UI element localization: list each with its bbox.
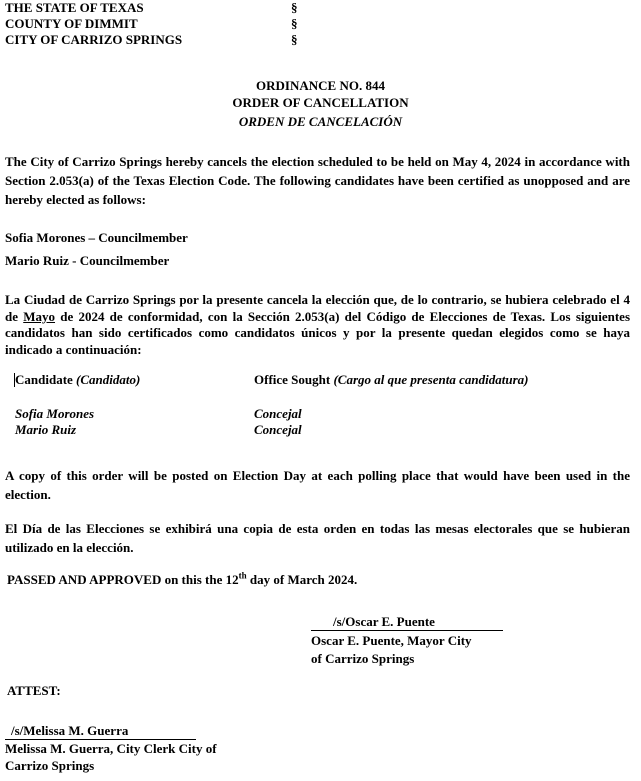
table-row-office: Concejal [254, 406, 302, 421]
mayor-city: of Carrizo Springs [311, 651, 415, 666]
ordinance-number: ORDINANCE NO. 844 [256, 78, 385, 93]
passed-approved [7, 572, 357, 588]
section-symbol-1: § [291, 0, 298, 15]
mayor-signature: /s/Oscar E. Puente [333, 614, 435, 629]
passed-date-text: day of March 2024. [246, 572, 358, 587]
attest-label: ATTEST: [7, 683, 61, 698]
clerk-name-title: Melissa M. Guerra, City Clerk City of [5, 741, 217, 756]
posting-paragraph-en: A copy of this order will be posted on Election Day at each polling place that would have been used in the election. [5, 468, 630, 502]
posting-paragraph-es: El Día de las Elecciones se exhibirá una copia de esta orden en todas las mesas electorales que se hubieran utilizado en la elección. [5, 521, 630, 555]
mayor-name-title: Oscar E. Puente, Mayor City [311, 633, 472, 648]
candidate-line-2: Mario Ruiz - Councilmember [5, 253, 170, 268]
order-title-es: ORDEN DE CANCELACIÓN [238, 114, 403, 129]
intro-es-part2: de 2024 de conformidad, con la Sección 2.053(a) del Código de Elecciones de Texas. Los siguientes candidatos han sido certificados como candidatos únicos y por la presente quedan elegidos como se haya indicado a continuación: [5, 308, 631, 357]
mayor-signature-line [311, 630, 503, 631]
intro-paragraph-en: The City of Carrizo Springs hereby cancels the election scheduled to be held on May 4, 2024 in accordance with Section 2.053(a) of the Texas Election Code. The following candidates have been certified as unopposed and are hereby elected as follows: [5, 154, 630, 207]
order-title: ORDER OF CANCELLATION [232, 95, 409, 110]
header-city: CITY OF CARRIZO SPRINGS [5, 32, 183, 47]
candidate-header-label-es: (Candidato) [76, 372, 141, 387]
candidate-line-1: Sofia Morones – Councilmember [5, 230, 188, 245]
intro-es-month: Mayo [23, 308, 56, 324]
passed-text: PASSED AND APPROVED on this the 12 [7, 572, 239, 587]
header-county: COUNTY OF DIMMIT [5, 16, 138, 31]
office-header-label: Office Sought [254, 372, 331, 387]
table-row-office: Concejal [254, 422, 302, 437]
header-state: THE STATE OF TEXAS [5, 0, 144, 15]
table-header-office [254, 372, 528, 388]
intro-paragraph-es [5, 292, 630, 358]
table-row-name: Mario Ruiz [15, 422, 77, 437]
passed-ordinal: th [238, 570, 247, 581]
table-row-name: Sofia Morones [15, 406, 95, 421]
section-symbol-2: § [291, 16, 298, 31]
intro-es-part1: La Ciudad de Carrizo Springs por la presente cancela la elección que, de lo contrario, se hubiera celebrado el 4 de [5, 292, 630, 324]
table-header-candidate [15, 372, 140, 388]
section-symbol-3: § [291, 32, 298, 47]
clerk-signature-line [5, 739, 196, 740]
candidate-header-label: Candidate [15, 372, 73, 387]
clerk-signature: /s/Melissa M. Guerra [11, 723, 129, 738]
office-header-label-es: (Cargo al que presenta candidatura) [333, 372, 529, 387]
clerk-city: Carrizo Springs [5, 758, 95, 773]
